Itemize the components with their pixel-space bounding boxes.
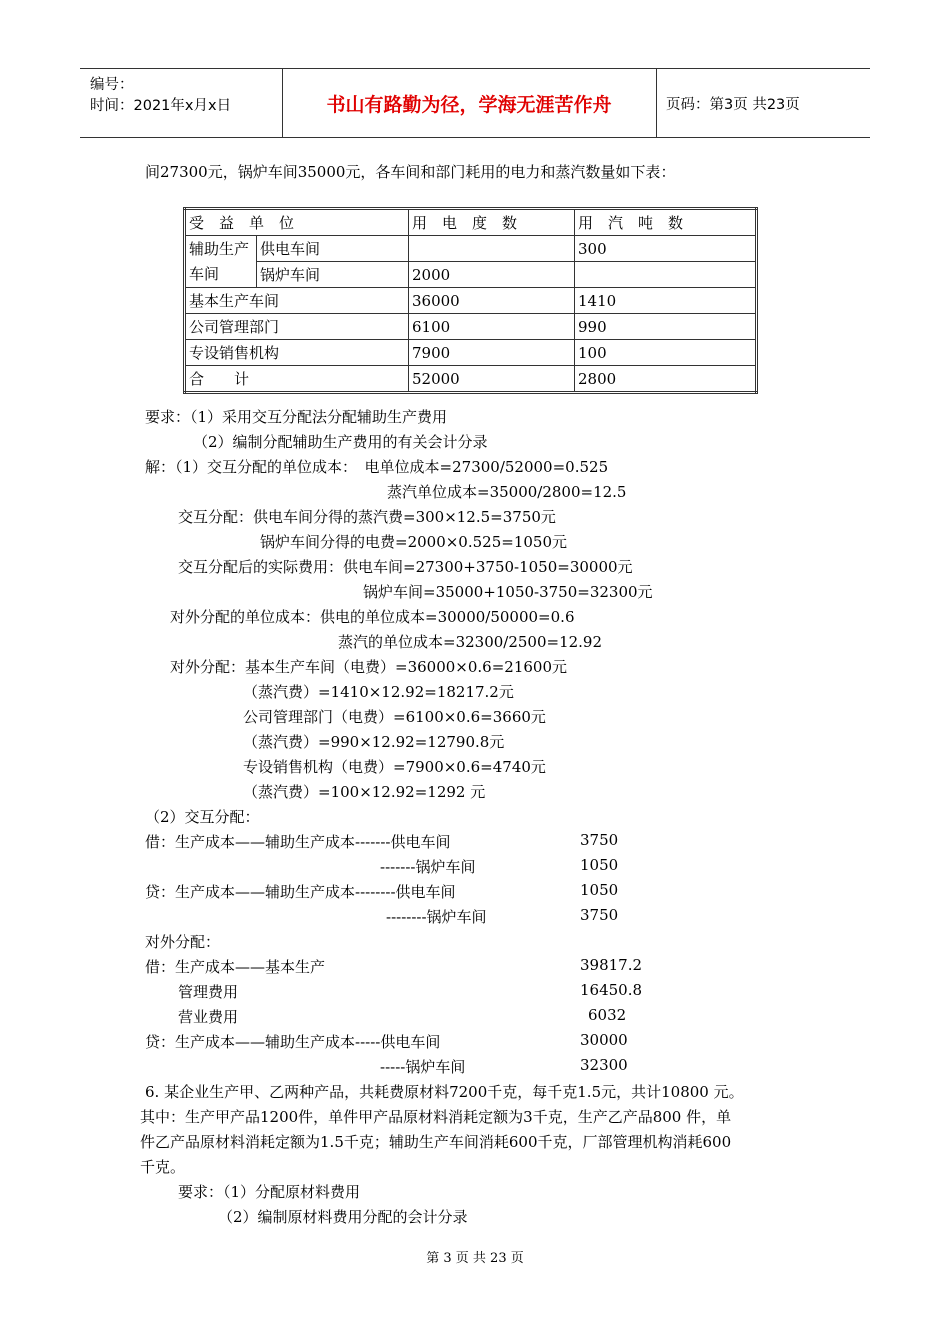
aux-label-line: 辅助生产 [189, 239, 250, 258]
table-cell: 2000 [409, 262, 575, 288]
journal-entry-line: 借：生产成本——基本生产 [145, 958, 326, 976]
header-motto: 书山有路勤为径，学海无涯苦作舟 [326, 93, 612, 116]
text-line: 公司管理部门（电费）=6100×0.6=3660元 [243, 708, 546, 726]
table-header-cell: 受 益 单 位 [185, 209, 409, 236]
text-line: 锅炉车间=35000+1050-3750=32300元 [363, 583, 653, 601]
text-line: （蒸汽费）=990×12.92=12790.8元 [243, 733, 505, 751]
table-header-cell: 用 电 度 数 [409, 209, 575, 236]
table-cell: 供电车间 [257, 236, 409, 262]
table-row [185, 236, 757, 262]
table-cell: 合 计 [185, 366, 409, 393]
journal-entry-line: -------锅炉车间 [380, 858, 476, 876]
text-line: 其中：生产甲产品1200件，单件甲产品原材料消耗定额为3千克，生产乙产品800 件，单 [140, 1108, 732, 1126]
text-line: 对外分配：基本生产车间（电费）=36000×0.6=21600元 [170, 658, 567, 676]
text-line: （蒸汽费）=1410×12.92=18217.2元 [243, 683, 514, 701]
journal-amount: 32300 [580, 1056, 628, 1074]
text-line: 6. 某企业生产甲、乙两种产品，共耗费原材料7200千克，每千克1.5元，共计10800 元。 [145, 1083, 744, 1101]
table-cell: 锅炉车间 [257, 262, 409, 288]
table-cell: 100 [575, 340, 757, 366]
page-footer: 第 3 页 共 23 页 [426, 1251, 524, 1266]
journal-amount: 3750 [580, 831, 619, 849]
header-page-number: 页码：第3页 共23页 [666, 96, 800, 113]
header-number: 编号： [90, 77, 134, 93]
text-line: 千克。 [140, 1158, 186, 1176]
text-line: （2）编制原材料费用分配的会计分录 [218, 1208, 468, 1226]
table-cell: 36000 [409, 288, 575, 314]
table-cell [575, 262, 757, 288]
text-line: （蒸汽费）=100×12.92=1292 元 [243, 783, 486, 801]
text-line: 蒸汽的单位成本=32300/2500=12.92 [338, 633, 603, 651]
text-line: 解：（1）交互分配的单位成本： 电单位成本=27300/52000=0.525 [145, 458, 609, 476]
table-cell: 52000 [409, 366, 575, 393]
text-line: 交互分配：供电车间分得的蒸汽费=300×12.5=3750元 [178, 508, 556, 526]
text-line: 对外分配的单位成本：供电的单位成本=30000/50000=0.6 [170, 608, 575, 626]
text-line: 交互分配后的实际费用：供电车间=27300+3750-1050=30000元 [178, 558, 633, 576]
journal-amount: 16450.8 [580, 981, 643, 999]
text-line: 蒸汽单位成本=35000/2800=12.5 [387, 483, 627, 501]
table-cell: 990 [575, 314, 757, 340]
text-line: 专设销售机构（电费）=7900×0.6=4740元 [243, 758, 546, 776]
journal-entry-line: 贷：生产成本——辅助生产成本--------供电车间 [145, 883, 456, 901]
journal-entry-line: -----锅炉车间 [380, 1058, 466, 1076]
journal-entry-line: 管理费用 [178, 983, 239, 1001]
aux-label-line: 车间 [189, 264, 220, 283]
table-row [185, 262, 757, 288]
text-line: 要求：（1）分配原材料费用 [178, 1183, 361, 1201]
journal-entry-line: 营业费用 [178, 1008, 239, 1026]
table-cell: 公司管理部门 [185, 314, 409, 340]
journal-amount: 1050 [580, 856, 619, 874]
table-cell: 300 [575, 236, 757, 262]
table-cell [409, 236, 575, 262]
journal-amount: 6032 [588, 1006, 627, 1024]
table-row [185, 314, 757, 340]
table-header-cell: 用 汽 吨 数 [575, 209, 757, 236]
header-time: 时间：2021年x月x日 [90, 98, 232, 114]
header-meta [90, 75, 231, 117]
journal-amount: 1050 [580, 881, 619, 899]
journal-amount: 3750 [580, 906, 619, 924]
text-line: 对外分配： [145, 933, 221, 951]
table-cell: 2800 [575, 366, 757, 393]
table-header-row [185, 209, 757, 236]
aux-dept-label [185, 236, 257, 288]
journal-amount: 39817.2 [580, 956, 643, 974]
text-line: （2）编制分配辅助生产费用的有关会计分录 [193, 433, 488, 451]
table-row [185, 340, 757, 366]
table-row [185, 288, 757, 314]
text-line: 要求：（1）采用交互分配法分配辅助生产费用 [145, 408, 448, 426]
table-cell: 6100 [409, 314, 575, 340]
page-header [80, 68, 870, 138]
journal-entry-line: 贷：生产成本——辅助生产成本-----供电车间 [145, 1033, 441, 1051]
text-line: （2）交互分配： [145, 808, 260, 826]
text-line: 锅炉车间分得的电费=2000×0.525=1050元 [260, 533, 567, 551]
intro-text: 间27300元，锅炉车间35000元，各车间和部门耗用的电力和蒸汽数量如下表： [145, 163, 676, 181]
table-cell: 7900 [409, 340, 575, 366]
text-line: 件乙产品原材料消耗定额为1.5千克；辅助生产车间消耗600千克，厂部管理机构消耗600 [140, 1133, 732, 1151]
journal-amount: 30000 [580, 1031, 628, 1049]
header-divider [656, 69, 657, 137]
table-cell: 专设销售机构 [185, 340, 409, 366]
table-cell: 1410 [575, 288, 757, 314]
journal-entry-line: --------锅炉车间 [386, 908, 487, 926]
table-cell: 基本生产车间 [185, 288, 409, 314]
table-row [185, 366, 757, 393]
journal-entry-line: 借：生产成本——辅助生产成本-------供电车间 [145, 833, 451, 851]
consumption-table [183, 207, 758, 394]
